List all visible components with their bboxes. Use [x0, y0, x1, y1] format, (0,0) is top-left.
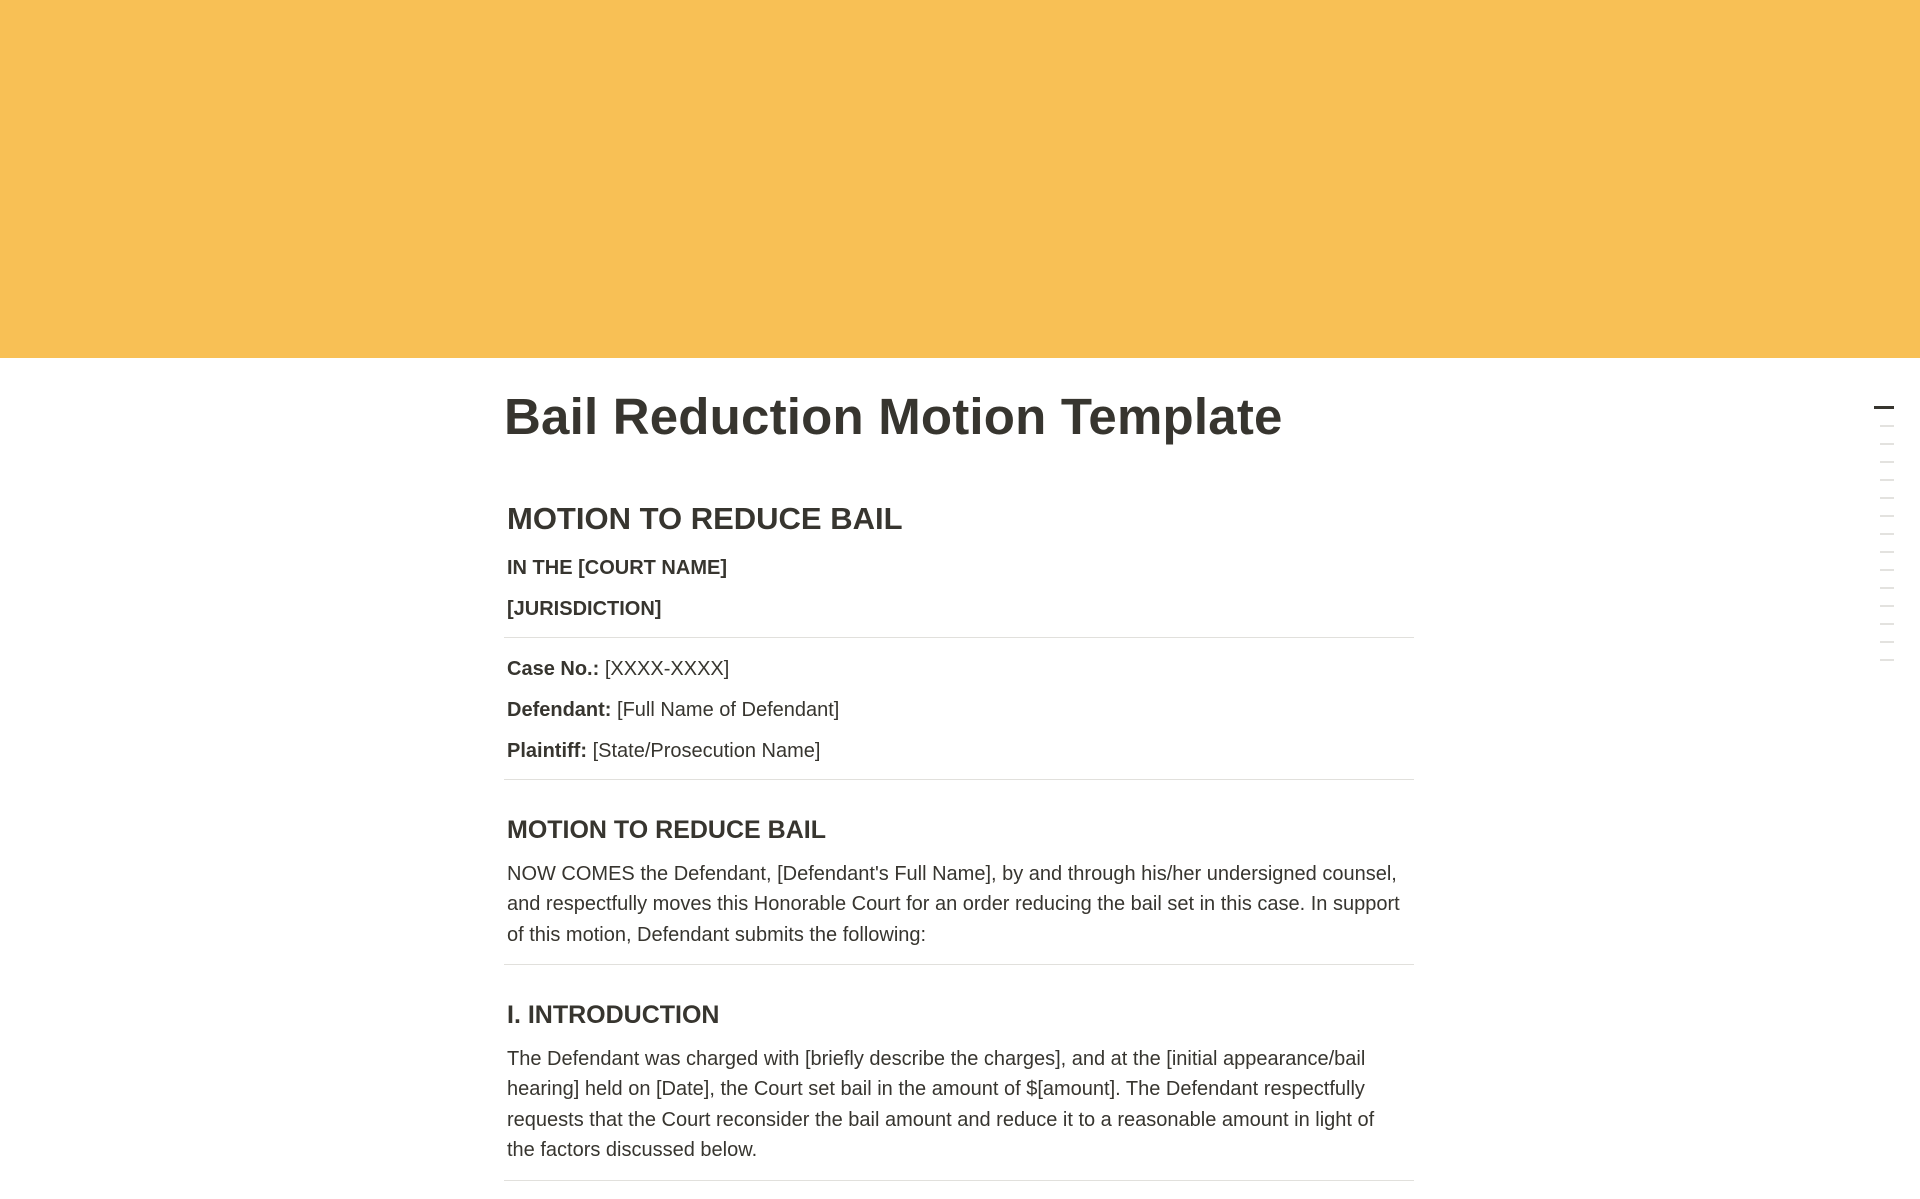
- divider: [504, 1180, 1414, 1181]
- section-body: The Defendant was charged with [briefly describe the charges], and at the [initial appearance/bail hearing] held on [Date], the Court set bail in the amount of $[amount]. The Defendant respectfully requests that the Court reconsider the bail amount and reduce it to a reasonable amount in light of the factors discussed below.: [507, 1047, 1375, 1162]
- field-label: Defendant:: [507, 699, 612, 722]
- field-label: Plaintiff:: [507, 740, 587, 763]
- jurisdiction: [JURISDICTION]: [507, 598, 662, 621]
- case-number-field: [507, 656, 1414, 682]
- page-cover[interactable]: [0, 0, 1920, 358]
- section-heading: I. INTRODUCTION: [507, 1001, 720, 1030]
- field-value: [Full Name of Defendant]: [617, 699, 840, 722]
- toc-item[interactable]: [1880, 641, 1894, 643]
- toc-item[interactable]: [1880, 551, 1894, 553]
- toc-item[interactable]: [1880, 497, 1894, 499]
- plaintiff-field: [507, 738, 1414, 764]
- field-value: [State/Prosecution Name]: [592, 740, 821, 763]
- toc-item[interactable]: [1880, 443, 1894, 445]
- toc-item[interactable]: [1880, 659, 1894, 661]
- court-name: IN THE [COURT NAME]: [507, 557, 727, 580]
- divider: [504, 779, 1414, 780]
- toc-item[interactable]: [1880, 479, 1894, 481]
- toc-item[interactable]: [1880, 515, 1894, 517]
- toc-item[interactable]: [1874, 406, 1894, 409]
- toc-item[interactable]: [1880, 533, 1894, 535]
- toc-item[interactable]: [1880, 425, 1894, 427]
- document-heading: MOTION TO REDUCE BAIL: [507, 501, 903, 537]
- field-value: [XXXX-XXXX]: [604, 658, 730, 681]
- toc-item[interactable]: [1880, 587, 1894, 589]
- page-title[interactable]: Bail Reduction Motion Template: [504, 388, 1283, 445]
- section-introduction: [504, 999, 1414, 1166]
- section-body: NOW COMES the Defendant, [Defendant's Full Name], by and through his/her undersigned counsel, and respectfully moves this Honorable Court for an order reducing the bail set in this case. In support of this motion, Defendant submits the following:: [507, 862, 1400, 946]
- toc-item[interactable]: [1880, 605, 1894, 607]
- case-fields: [504, 638, 1414, 779]
- toc-item[interactable]: [1880, 569, 1894, 571]
- divider: [504, 964, 1414, 965]
- toc-item[interactable]: [1880, 623, 1894, 625]
- section-motion: [504, 814, 1414, 950]
- field-label: Case No.:: [507, 658, 600, 681]
- table-of-contents-outline[interactable]: [1870, 406, 1894, 677]
- page-content: [504, 358, 1414, 1181]
- toc-item[interactable]: [1880, 461, 1894, 463]
- section-heading: MOTION TO REDUCE BAIL: [507, 816, 826, 845]
- defendant-field: [507, 697, 1414, 723]
